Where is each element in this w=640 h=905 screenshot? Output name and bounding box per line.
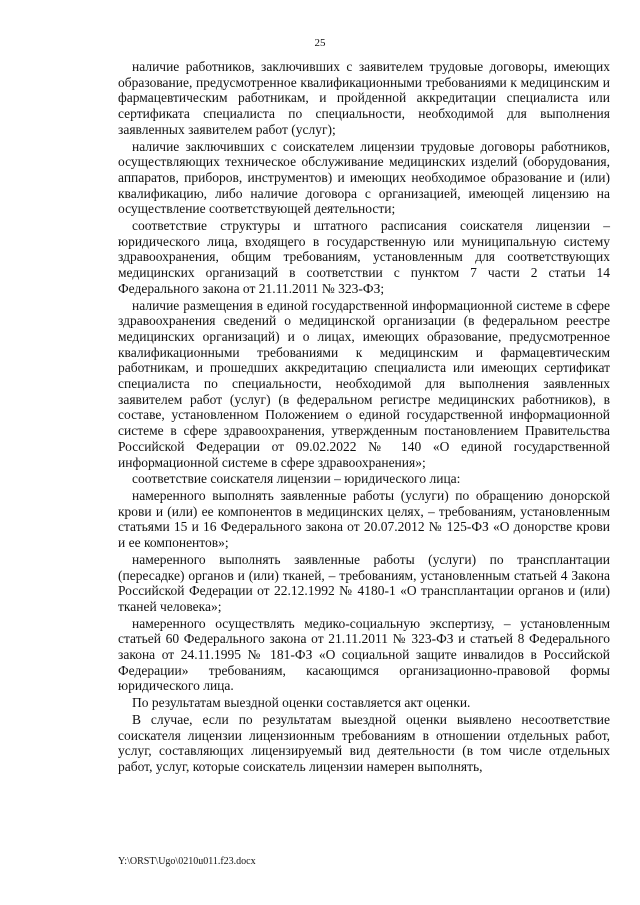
paragraph: намеренного осуществлять медико-социальную экспертизу, – установленным статьей 60 Федерального закона от 21.11.2011 № 323-ФЗ и статьей 8 Федерального закона от 24.11.1995 № 181-ФЗ «О социальной защите инвалидов в Российской Федерации» требованиям, касающимся организационно-правовой формы юридического лица.: [118, 615, 610, 694]
paragraph: намеренного выполнять заявленные работы (услуги) по трансплантации (пересадке) органов и (или) тканей, – требованиям, установленным статьей 4 Закона Российской Федерации от 22.12.1992 № 4180-1 «О трансплантации органов и (или) тканей человека»;: [118, 551, 610, 614]
paragraph: соответствие структуры и штатного расписания соискателя лицензии – юридического лица, входящего в государственную или муниципальную систему здравоохранения, общим требованиям, установленным для соответствующих медицинских организаций в соответствии с пунктом 7 части 2 статьи 14 Федерального закона от 21.11.2011 № 323-ФЗ;: [118, 218, 610, 296]
paragraph: наличие размещения в единой государственной информационной системе в сфере здравоохранения сведений о медицинской организации (в федеральном реестре медицинских организаций) и о лицах, имеющих образование, предусмотренное квалификационными требованиями к медицинским и фармацевтическим работникам, и прошедших аккредитацию специалиста или имеющих сертификат специалиста по специальности, необходимой для выполнения заявленных заявителем работ (услуг) (в федеральном регистре медицинских работников), в составе, установленном Положением о единой государственной информационной системе в сфере здравоохранения, утвержденным постановлением Правительства Российской Федерации от 09.02.2022 № 140 «О единой государственной информационной системе в сфере здравоохранения»;: [118, 297, 610, 470]
paragraph: соответствие соискателя лицензии – юридического лица:: [132, 471, 461, 487]
paragraph: наличие заключивших с соискателем лицензии трудовые договоры работников, осуществляющих техническое обслуживание медицинских изделий (оборудования, аппаратов, приборов, инструментов) и имеющих необходимое образование и (или) квалификацию, либо наличие договора с организацией, имеющей лицензию на осуществление соответствующей деятельности;: [118, 138, 610, 217]
paragraph: намеренного выполнять заявленные работы (услуги) по обращению донорской крови и (или) ее компонентов в медицинских целях, – требованиям, установленным статьями 15 и 16 Федерального закона от 20.07.2012 № 125-ФЗ «О донорстве крови и ее компонентов»;: [118, 487, 610, 551]
document-body: [118, 59, 610, 775]
page-number: 25: [314, 37, 326, 49]
footer-file-path: Y:\ORST\Ugo\0210u011.f23.docx: [118, 856, 256, 867]
paragraph: наличие работников, заключивших с заявителем трудовые договоры, имеющих образование, предусмотренное квалификационными требованиями к медицинским и фармацевтическим работникам, и пройденной аккредитации специалиста или сертификата специалиста по специальности, необходимой для выполнения заявленных заявителем работ (услуг);: [118, 59, 610, 137]
paragraph: По результатам выездной оценки составляется акт оценки.: [132, 695, 471, 711]
paragraph: В случае, если по результатам выездной оценки выявлено несоответствие соискателя лицензии лицензионным требованиям в отношении отдельных работ, услуг, составляющих лицензируемый вид деятельности (в том числе отдельных работ, услуг, которые соискатель лицензии намерен выполнять,: [118, 711, 610, 774]
